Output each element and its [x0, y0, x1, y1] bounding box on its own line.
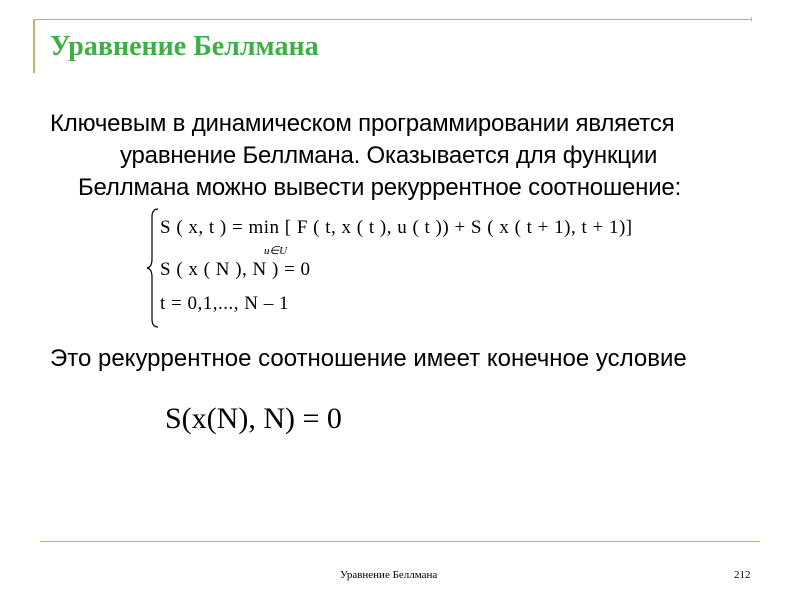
frame-top-tick: [751, 17, 752, 21]
footer-title: Уравнение Беллмана: [340, 569, 438, 581]
page-number: 212: [734, 569, 751, 581]
intro-line-2: уравнение Беллмана. Оказывается для функции: [120, 142, 658, 169]
curly-brace: [146, 207, 160, 329]
terminal-condition-formula: S(x(N), N) = 0: [165, 402, 342, 435]
frame-left-line: [33, 19, 35, 73]
equation-terminal: S ( x ( N ), N ) = 0: [160, 259, 311, 280]
min-subscript: u∈U: [264, 245, 288, 257]
conclusion-text: Это рекуррентное соотношение имеет конечное условие: [50, 345, 687, 372]
slide-title: Уравнение Беллмана: [50, 31, 319, 62]
frame-top-line: [34, 19, 752, 20]
equation-range: t = 0,1,..., N – 1: [160, 293, 289, 314]
equation-recurrence: S ( x, t ) = min [ F ( t, x ( t ), u ( t )) + S ( x ( t + 1), t + 1)]: [160, 217, 633, 238]
intro-paragraph: [50, 108, 760, 204]
intro-line-3: Беллмана можно вывести рекуррентное соотношение:: [78, 174, 682, 201]
footer-divider: [40, 541, 760, 542]
bellman-system: [146, 207, 666, 329]
intro-line-1: Ключевым в динамическом программировании является: [50, 110, 675, 137]
